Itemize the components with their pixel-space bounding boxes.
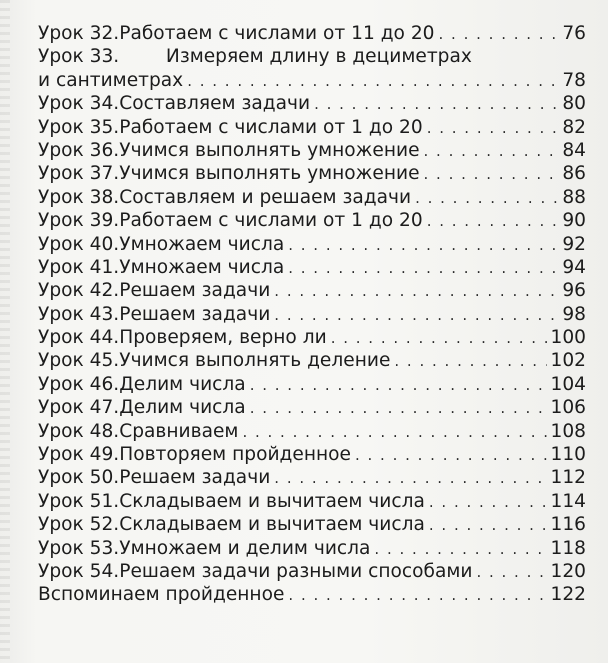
- toc-entry: [38, 233, 586, 256]
- dot-leader: [415, 187, 558, 210]
- toc-entry: [38, 490, 586, 513]
- toc-entry: [38, 303, 586, 326]
- page-binding-edge: [0, 0, 10, 663]
- page-number: 86: [562, 163, 586, 185]
- lesson-number: Урок 44.: [38, 327, 120, 349]
- lesson-number: Урок 40.: [38, 233, 120, 255]
- dot-leader: [274, 304, 558, 327]
- dot-leader: [476, 561, 546, 584]
- toc-entry: [38, 116, 586, 139]
- lesson-title: Решаем задачи: [119, 280, 271, 302]
- page-number: 88: [562, 186, 586, 208]
- toc-entry: [38, 92, 586, 115]
- dot-leader: [187, 70, 558, 93]
- lesson-number: Урок 43.: [38, 303, 120, 325]
- lesson-title: Работаем с числами от 11 до 20: [119, 23, 435, 44]
- toc-entry: [38, 396, 586, 419]
- toc-entry: [38, 466, 586, 489]
- page-number: 84: [562, 139, 586, 161]
- page-number: 100: [550, 327, 586, 349]
- toc-entry: [38, 560, 586, 583]
- page-number: 90: [562, 210, 586, 232]
- page-number: 92: [562, 233, 586, 255]
- toc-entry: [38, 326, 586, 349]
- lesson-title: Повторяем пройденное: [119, 444, 351, 466]
- lesson-title: Проверяем, верно ли: [119, 327, 327, 349]
- toc-entry: [38, 583, 586, 606]
- lesson-title: Умножаем числа: [119, 256, 285, 278]
- page-number: 116: [550, 514, 586, 536]
- page-number: 96: [562, 280, 586, 302]
- dot-leader: [394, 350, 546, 373]
- lesson-title: Вспоминаем пройденное: [38, 584, 285, 606]
- lesson-number: Урок 38.: [38, 186, 120, 208]
- dot-leader: [274, 467, 546, 490]
- page-number: 122: [550, 584, 586, 606]
- dot-leader: [427, 210, 559, 233]
- lesson-title: Учимся выполнять деление: [119, 350, 391, 372]
- lesson-title: Учимся выполнять умножение: [119, 163, 420, 185]
- dot-leader: [424, 140, 559, 163]
- dot-leader: [242, 421, 546, 444]
- lesson-title: Сравниваем: [119, 420, 239, 442]
- page-number: 108: [550, 420, 586, 442]
- lesson-number: Урок 41.: [38, 256, 120, 278]
- dot-leader: [250, 397, 547, 420]
- dot-leader: [374, 538, 546, 561]
- lesson-number: Урок 47.: [38, 397, 120, 419]
- toc-entry: [38, 186, 586, 209]
- dot-leader: [331, 327, 547, 350]
- dot-leader: [288, 584, 546, 607]
- dot-leader: [274, 280, 558, 303]
- lesson-number: Урок 52.: [38, 514, 120, 536]
- toc-entry: [38, 139, 586, 162]
- page-number: 82: [562, 116, 586, 138]
- dot-leader: [314, 93, 558, 116]
- dot-leader: [429, 514, 547, 537]
- lesson-title: Составляем и решаем задачи: [119, 186, 412, 208]
- page-number: 102: [550, 350, 586, 372]
- toc-entry: [38, 349, 586, 372]
- page-number: 106: [550, 397, 586, 419]
- dot-leader: [250, 374, 547, 397]
- lesson-number: Урок 45.: [38, 350, 120, 372]
- lesson-title: Умножаем числа: [119, 233, 285, 255]
- page-number: 114: [550, 490, 586, 512]
- page-number: 80: [562, 93, 586, 115]
- page-number: 104: [550, 373, 586, 395]
- lesson-title: Измеряем длину в дециметрах: [165, 46, 472, 68]
- toc-entry: [38, 162, 586, 185]
- dot-leader: [427, 117, 559, 140]
- dot-leader: [424, 163, 559, 186]
- page-number: 110: [550, 444, 586, 466]
- page-number: 118: [550, 537, 586, 559]
- lesson-number: Урок 37.: [38, 163, 120, 185]
- lesson-number: Урок 35.: [38, 116, 120, 138]
- lesson-title: Делим числа: [119, 373, 246, 395]
- page-number: 98: [562, 303, 586, 325]
- page-number: 120: [550, 560, 586, 582]
- toc-entry: [38, 443, 586, 466]
- lesson-number: Урок 34.: [38, 93, 120, 115]
- lesson-number: Урок 53.: [38, 537, 120, 559]
- dot-leader: [355, 444, 547, 467]
- toc-entry: [38, 373, 586, 396]
- dot-leader: [439, 23, 559, 46]
- lesson-number: Урок 49.: [38, 444, 120, 466]
- lesson-title: Составляем задачи: [119, 93, 311, 115]
- lesson-title: Решаем задачи: [119, 303, 271, 325]
- lesson-number: Урок 42.: [38, 280, 120, 302]
- table-of-contents: [38, 22, 586, 607]
- lesson-number: Урок 48.: [38, 420, 120, 442]
- lesson-number: Урок 39.: [38, 210, 120, 232]
- lesson-title-continuation: и сантиметрах: [38, 69, 184, 91]
- lesson-title: Складываем и вычитаем числа: [119, 514, 425, 536]
- toc-entry: [38, 420, 586, 443]
- lesson-number: Урок 54.: [38, 560, 120, 582]
- toc-entry: [38, 537, 586, 560]
- lesson-number: Урок 32.: [38, 23, 120, 44]
- lesson-title: Работаем с числами от 1 до 20: [119, 210, 423, 232]
- lesson-number: Урок 46.: [38, 373, 120, 395]
- lesson-number: Урок 51.: [38, 490, 120, 512]
- lesson-number: Урок 36.: [38, 139, 120, 161]
- lesson-title: Решаем задачи разными способами: [119, 560, 473, 582]
- lesson-title: Делим числа: [119, 397, 246, 419]
- toc-entry: [38, 513, 586, 536]
- lesson-title: Работаем с числами от 1 до 20: [119, 116, 423, 138]
- dot-leader: [429, 491, 547, 514]
- page-number: 94: [562, 256, 586, 278]
- lesson-title: Складываем и вычитаем числа: [119, 490, 425, 512]
- page-number: 112: [550, 467, 586, 489]
- toc-entry: [38, 209, 586, 232]
- toc-entry: [38, 256, 586, 279]
- dot-leader: [288, 234, 558, 257]
- page-number: 78: [562, 69, 586, 91]
- toc-entry: [38, 45, 586, 92]
- lesson-title: Решаем задачи: [119, 467, 271, 489]
- dot-leader: [288, 257, 558, 280]
- lesson-title: Учимся выполнять умножение: [119, 139, 420, 161]
- toc-entry: [38, 279, 586, 302]
- lesson-title: Умножаем и делим числа: [119, 537, 371, 559]
- page-number: 76: [562, 23, 586, 44]
- lesson-number: Урок 50.: [38, 467, 120, 489]
- toc-entry: [38, 22, 586, 45]
- lesson-number: Урок 33.: [38, 46, 120, 68]
